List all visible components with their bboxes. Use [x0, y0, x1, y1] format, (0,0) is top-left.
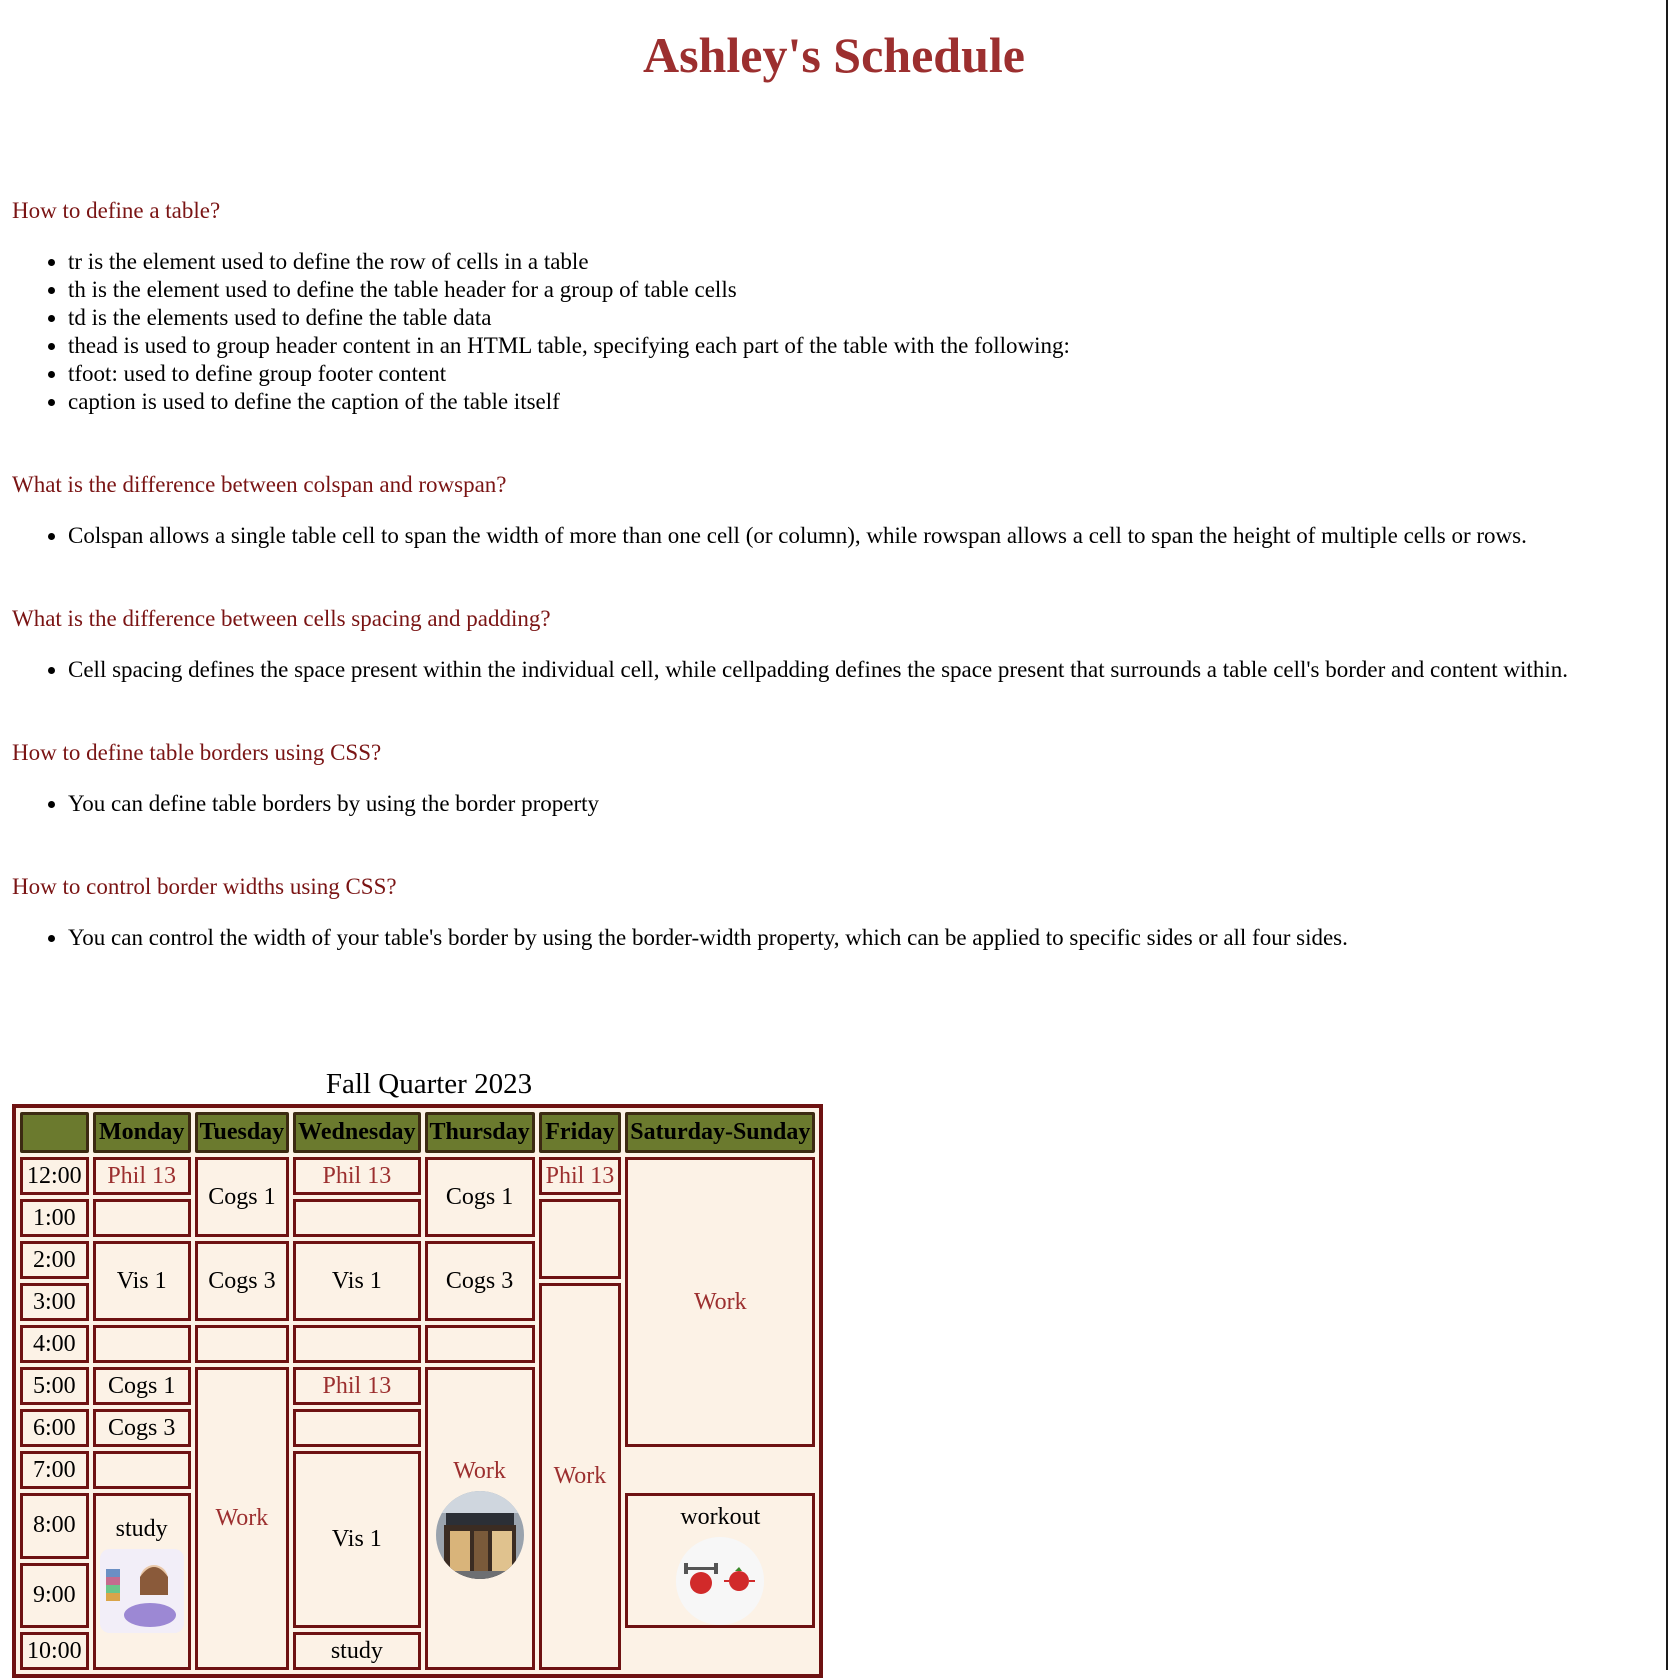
faq-section	[12, 470, 1652, 550]
empty-cell	[93, 1325, 191, 1363]
event-cell: Vis 1	[293, 1451, 420, 1628]
event-cell: Phil 13	[293, 1367, 420, 1405]
empty-cell	[93, 1451, 191, 1489]
event-cell: Phil 13	[539, 1157, 622, 1195]
event-cell	[425, 1367, 535, 1670]
list-item: • th is the element used to define the table header for a group of table cells	[68, 276, 1652, 304]
event-cell: Cogs 1	[195, 1157, 290, 1237]
table-row	[20, 1157, 815, 1195]
time-cell: 1:00	[20, 1199, 89, 1237]
empty-cell	[293, 1199, 420, 1237]
list-item: • Colspan allows a single table cell to span the width of more than one cell (or column), while rowspan allows a cell to span the height of multiple cells or rows.	[68, 522, 1652, 550]
header-tuesday: Tuesday	[195, 1112, 290, 1153]
event-label: study	[115, 1516, 168, 1542]
header-friday: Friday	[539, 1112, 622, 1153]
faq-section	[12, 872, 1652, 952]
time-cell: 7:00	[20, 1451, 89, 1489]
empty-cell	[293, 1409, 420, 1447]
time-cell: 5:00	[20, 1367, 89, 1405]
faq-list	[12, 790, 1652, 818]
list-item: • td is the elements used to define the table data	[68, 304, 1652, 332]
faq-list	[12, 522, 1652, 550]
empty-cell	[539, 1199, 622, 1279]
workout-illustration	[676, 1537, 764, 1625]
event-cell	[93, 1493, 191, 1670]
event-cell: Phil 13	[93, 1157, 191, 1195]
empty-cell	[195, 1325, 290, 1363]
time-cell: 12:00	[20, 1157, 89, 1195]
event-cell: Vis 1	[293, 1241, 420, 1321]
empty-cell	[293, 1325, 420, 1363]
faq-list	[12, 656, 1652, 684]
list-item: • caption is used to define the caption of the table itself	[68, 388, 1652, 416]
event-cell	[625, 1493, 815, 1628]
event-cell: Cogs 3	[195, 1241, 290, 1321]
faq-section	[12, 196, 1652, 416]
event-cell: Work	[539, 1283, 622, 1670]
event-cell: Work	[625, 1157, 815, 1447]
time-cell: 9:00	[20, 1563, 89, 1629]
time-cell: 2:00	[20, 1241, 89, 1279]
faq-question: How to control border widths using CSS?	[12, 874, 397, 899]
spacer-cell	[625, 1451, 815, 1489]
schedule-wrapper	[12, 1066, 846, 1678]
header-thursday: Thursday	[425, 1112, 535, 1153]
event-cell: Cogs 1	[425, 1157, 535, 1237]
event-cell: Work	[195, 1367, 290, 1670]
faq-question: How to define table borders using CSS?	[12, 740, 382, 765]
list-item: • tfoot: used to define group footer content	[68, 360, 1652, 388]
list-item: • tr is the element used to define the row of cells in a table	[68, 248, 1652, 276]
faq-question: What is the difference between cells spacing and padding?	[12, 606, 551, 631]
time-cell: 4:00	[20, 1325, 89, 1363]
event-cell: Vis 1	[93, 1241, 191, 1321]
faq-question: What is the difference between colspan and rowspan?	[12, 472, 507, 497]
faq-list	[12, 924, 1652, 952]
header-weekend: Saturday-Sunday	[625, 1112, 815, 1153]
event-label: Work	[453, 1458, 506, 1484]
spacer-cell	[625, 1632, 815, 1670]
faq-content	[12, 196, 1652, 1006]
event-cell: Cogs 1	[93, 1367, 191, 1405]
time-cell: 3:00	[20, 1283, 89, 1321]
event-cell: study	[293, 1632, 420, 1670]
faq-question: How to define a table?	[12, 198, 221, 223]
table-row	[20, 1451, 815, 1489]
event-cell: Cogs 3	[93, 1409, 191, 1447]
schedule-table	[12, 1104, 823, 1678]
time-cell: 8:00	[20, 1493, 89, 1559]
faq-list	[12, 248, 1652, 416]
empty-cell	[93, 1199, 191, 1237]
list-item: • You can define table borders by using the border property	[68, 790, 1652, 818]
list-item: • thead is used to group header content in an HTML table, specifying each part of the table with the following:	[68, 332, 1652, 360]
study-illustration	[100, 1549, 184, 1633]
event-cell: Cogs 3	[425, 1241, 535, 1321]
list-item: • You can control the width of your table's border by using the border-width property, which can be applied to specific sides or all four sides.	[68, 924, 1652, 952]
event-cell: Phil 13	[293, 1157, 420, 1195]
store-photo	[436, 1491, 524, 1579]
page-title: Ashley's Schedule	[642, 27, 1025, 83]
empty-cell	[425, 1325, 535, 1363]
list-item: • Cell spacing defines the space present within the individual cell, while cellpadding defines the space present that surrounds a table cell's border and content within.	[68, 656, 1652, 684]
table-caption: Fall Quarter 2023	[325, 1068, 533, 1100]
time-cell: 6:00	[20, 1409, 89, 1447]
header-wednesday: Wednesday	[293, 1112, 420, 1153]
header-blank	[20, 1112, 89, 1153]
faq-section	[12, 604, 1652, 684]
header-monday: Monday	[93, 1112, 191, 1153]
event-label: workout	[680, 1504, 761, 1530]
faq-section	[12, 738, 1652, 818]
time-cell: 10:00	[20, 1632, 89, 1670]
header-row	[20, 1112, 815, 1153]
